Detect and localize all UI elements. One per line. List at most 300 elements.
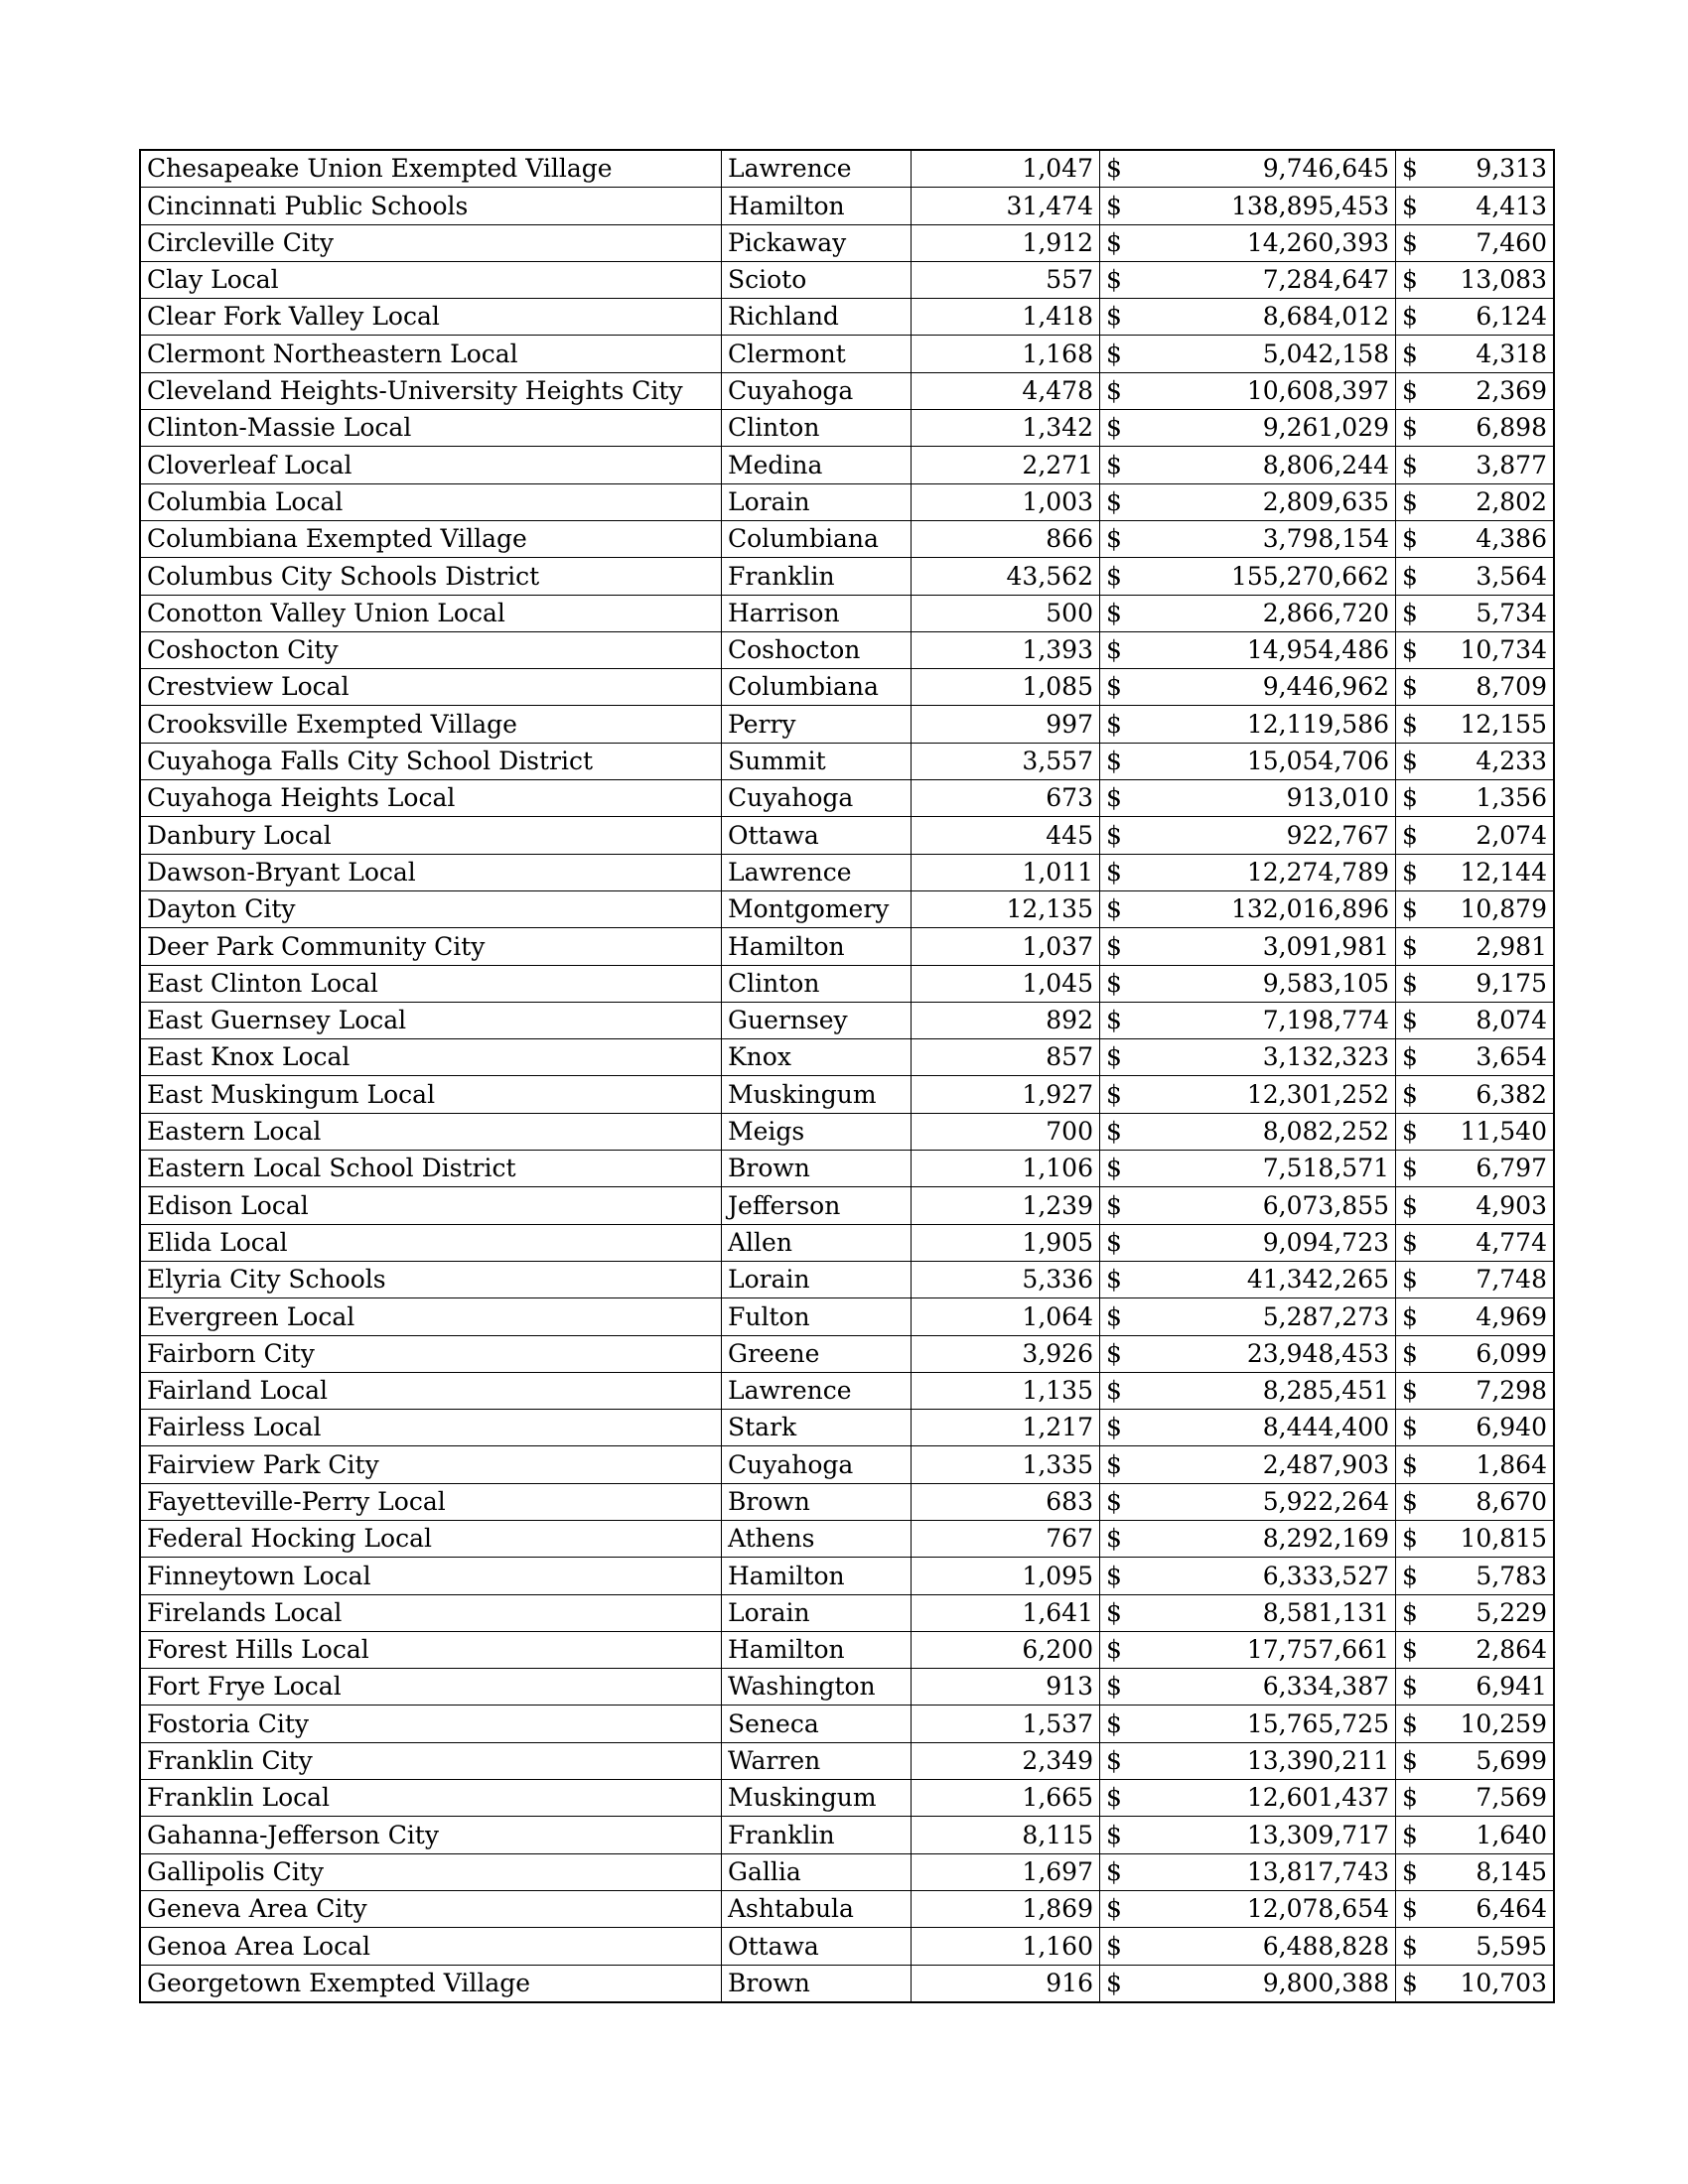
- district-funding-sheet: [139, 149, 1547, 2003]
- table-row: [140, 890, 1554, 927]
- district-name: Geneva Area City: [140, 1890, 722, 1927]
- enrollment-value: 1,342: [912, 410, 1100, 447]
- district-name: Edison Local: [140, 1187, 722, 1224]
- currency-symbol: $: [1396, 447, 1439, 483]
- per-pupil-amount: 10,815: [1438, 1520, 1554, 1557]
- enrollment-value: 43,562: [912, 558, 1100, 595]
- district-name: Circleville City: [140, 224, 722, 261]
- currency-symbol: $: [1100, 224, 1146, 261]
- currency-symbol: $: [1396, 1742, 1439, 1779]
- county: Brown: [722, 1965, 912, 2002]
- district-name: Dayton City: [140, 890, 722, 927]
- table-row: [140, 928, 1554, 965]
- district-name: Genoa Area Local: [140, 1928, 722, 1965]
- enrollment-value: 1,168: [912, 336, 1100, 372]
- funding-amount: 7,198,774: [1145, 1002, 1396, 1038]
- county: Fulton: [722, 1298, 912, 1335]
- enrollment-value: 997: [912, 706, 1100, 743]
- currency-symbol: $: [1396, 595, 1439, 631]
- district-name: Finneytown Local: [140, 1558, 722, 1594]
- funding-amount: 5,042,158: [1145, 336, 1396, 372]
- enrollment-value: 1,418: [912, 299, 1100, 336]
- currency-symbol: $: [1100, 631, 1146, 668]
- district-name: Danbury Local: [140, 817, 722, 854]
- table-row: [140, 631, 1554, 668]
- table-row: [140, 1039, 1554, 1076]
- enrollment-value: 683: [912, 1483, 1100, 1520]
- enrollment-value: 916: [912, 1965, 1100, 2002]
- currency-symbol: $: [1396, 1372, 1439, 1409]
- funding-amount: 8,581,131: [1145, 1594, 1396, 1631]
- table-row: [140, 1558, 1554, 1594]
- per-pupil-amount: 10,879: [1438, 890, 1554, 927]
- currency-symbol: $: [1396, 224, 1439, 261]
- currency-symbol: $: [1100, 1780, 1146, 1817]
- county: Montgomery: [722, 890, 912, 927]
- table-row: [140, 1520, 1554, 1557]
- per-pupil-amount: 6,797: [1438, 1151, 1554, 1187]
- per-pupil-amount: 2,981: [1438, 928, 1554, 965]
- per-pupil-amount: 3,877: [1438, 447, 1554, 483]
- enrollment-value: 6,200: [912, 1631, 1100, 1668]
- table-row: [140, 150, 1554, 188]
- funding-amount: 922,767: [1145, 817, 1396, 854]
- funding-amount: 9,261,029: [1145, 410, 1396, 447]
- district-name: Cuyahoga Falls City School District: [140, 743, 722, 779]
- funding-amount: 2,866,720: [1145, 595, 1396, 631]
- currency-symbol: $: [1100, 743, 1146, 779]
- district-name: Cincinnati Public Schools: [140, 188, 722, 224]
- district-name: Fort Frye Local: [140, 1669, 722, 1706]
- currency-symbol: $: [1396, 372, 1439, 409]
- table-row: [140, 780, 1554, 817]
- currency-symbol: $: [1100, 410, 1146, 447]
- enrollment-value: 3,926: [912, 1335, 1100, 1372]
- enrollment-value: 500: [912, 595, 1100, 631]
- currency-symbol: $: [1396, 1594, 1439, 1631]
- currency-symbol: $: [1100, 780, 1146, 817]
- table-row: [140, 1224, 1554, 1261]
- table-row: [140, 1261, 1554, 1297]
- table-row: [140, 1076, 1554, 1113]
- currency-symbol: $: [1100, 336, 1146, 372]
- district-name: Elyria City Schools: [140, 1261, 722, 1297]
- currency-symbol: $: [1396, 817, 1439, 854]
- district-name: Chesapeake Union Exempted Village: [140, 150, 722, 188]
- currency-symbol: $: [1100, 1410, 1146, 1446]
- funding-amount: 13,309,717: [1145, 1817, 1396, 1853]
- district-name: Georgetown Exempted Village: [140, 1965, 722, 2002]
- enrollment-value: 1,912: [912, 224, 1100, 261]
- per-pupil-amount: 4,233: [1438, 743, 1554, 779]
- per-pupil-amount: 1,356: [1438, 780, 1554, 817]
- funding-amount: 8,444,400: [1145, 1410, 1396, 1446]
- currency-symbol: $: [1100, 188, 1146, 224]
- currency-symbol: $: [1396, 1039, 1439, 1076]
- currency-symbol: $: [1396, 1151, 1439, 1187]
- district-name: Eastern Local School District: [140, 1151, 722, 1187]
- funding-amount: 2,809,635: [1145, 483, 1396, 520]
- per-pupil-amount: 12,144: [1438, 854, 1554, 890]
- per-pupil-amount: 4,969: [1438, 1298, 1554, 1335]
- currency-symbol: $: [1396, 1113, 1439, 1150]
- table-row: [140, 1965, 1554, 2002]
- table-row: [140, 743, 1554, 779]
- currency-symbol: $: [1100, 669, 1146, 706]
- table-row: [140, 817, 1554, 854]
- currency-symbol: $: [1100, 1483, 1146, 1520]
- table-row: [140, 372, 1554, 409]
- table-row: [140, 483, 1554, 520]
- per-pupil-amount: 8,145: [1438, 1853, 1554, 1890]
- per-pupil-amount: 4,774: [1438, 1224, 1554, 1261]
- currency-symbol: $: [1396, 928, 1439, 965]
- per-pupil-amount: 9,313: [1438, 150, 1554, 188]
- currency-symbol: $: [1100, 595, 1146, 631]
- county: Muskingum: [722, 1076, 912, 1113]
- district-name: Elida Local: [140, 1224, 722, 1261]
- currency-symbol: $: [1100, 1520, 1146, 1557]
- county: Knox: [722, 1039, 912, 1076]
- district-name: Forest Hills Local: [140, 1631, 722, 1668]
- funding-amount: 12,601,437: [1145, 1780, 1396, 1817]
- currency-symbol: $: [1396, 1261, 1439, 1297]
- district-name: Crooksville Exempted Village: [140, 706, 722, 743]
- funding-amount: 8,292,169: [1145, 1520, 1396, 1557]
- funding-amount: 15,054,706: [1145, 743, 1396, 779]
- per-pupil-amount: 7,298: [1438, 1372, 1554, 1409]
- funding-amount: 6,488,828: [1145, 1928, 1396, 1965]
- enrollment-value: 1,239: [912, 1187, 1100, 1224]
- per-pupil-amount: 5,699: [1438, 1742, 1554, 1779]
- enrollment-value: 1,003: [912, 483, 1100, 520]
- currency-symbol: $: [1100, 1706, 1146, 1742]
- currency-symbol: $: [1396, 150, 1439, 188]
- currency-symbol: $: [1396, 188, 1439, 224]
- district-name: Cleveland Heights-University Heights City: [140, 372, 722, 409]
- per-pupil-amount: 12,155: [1438, 706, 1554, 743]
- table-row: [140, 1410, 1554, 1446]
- per-pupil-amount: 4,318: [1438, 336, 1554, 372]
- county: Perry: [722, 706, 912, 743]
- funding-amount: 7,284,647: [1145, 261, 1396, 298]
- currency-symbol: $: [1396, 743, 1439, 779]
- currency-symbol: $: [1100, 150, 1146, 188]
- county: Stark: [722, 1410, 912, 1446]
- enrollment-value: 1,335: [912, 1446, 1100, 1483]
- district-name: Columbia Local: [140, 483, 722, 520]
- county: Gallia: [722, 1853, 912, 1890]
- enrollment-value: 1,037: [912, 928, 1100, 965]
- county: Greene: [722, 1335, 912, 1372]
- funding-amount: 8,806,244: [1145, 447, 1396, 483]
- table-row: [140, 1817, 1554, 1853]
- funding-amount: 12,274,789: [1145, 854, 1396, 890]
- per-pupil-amount: 5,595: [1438, 1928, 1554, 1965]
- district-name: East Knox Local: [140, 1039, 722, 1076]
- per-pupil-amount: 4,903: [1438, 1187, 1554, 1224]
- funding-amount: 14,260,393: [1145, 224, 1396, 261]
- county: Meigs: [722, 1113, 912, 1150]
- county: Richland: [722, 299, 912, 336]
- funding-amount: 3,132,323: [1145, 1039, 1396, 1076]
- currency-symbol: $: [1100, 1298, 1146, 1335]
- enrollment-value: 557: [912, 261, 1100, 298]
- currency-symbol: $: [1396, 1853, 1439, 1890]
- district-name: Conotton Valley Union Local: [140, 595, 722, 631]
- county: Medina: [722, 447, 912, 483]
- per-pupil-amount: 7,569: [1438, 1780, 1554, 1817]
- county: Allen: [722, 1224, 912, 1261]
- enrollment-value: 1,869: [912, 1890, 1100, 1927]
- currency-symbol: $: [1396, 1965, 1439, 2002]
- enrollment-value: 857: [912, 1039, 1100, 1076]
- enrollment-value: 866: [912, 520, 1100, 557]
- currency-symbol: $: [1396, 410, 1439, 447]
- enrollment-value: 12,135: [912, 890, 1100, 927]
- county: Lawrence: [722, 150, 912, 188]
- table-row: [140, 520, 1554, 557]
- district-name: Fairborn City: [140, 1335, 722, 1372]
- per-pupil-amount: 6,464: [1438, 1890, 1554, 1927]
- per-pupil-amount: 2,074: [1438, 817, 1554, 854]
- district-name: Firelands Local: [140, 1594, 722, 1631]
- currency-symbol: $: [1396, 631, 1439, 668]
- funding-amount: 3,091,981: [1145, 928, 1396, 965]
- district-name: Coshocton City: [140, 631, 722, 668]
- funding-amount: 12,119,586: [1145, 706, 1396, 743]
- district-name: Evergreen Local: [140, 1298, 722, 1335]
- table-row: [140, 1780, 1554, 1817]
- table-row: [140, 1594, 1554, 1631]
- currency-symbol: $: [1396, 1928, 1439, 1965]
- district-name: Columbus City Schools District: [140, 558, 722, 595]
- table-row: [140, 1187, 1554, 1224]
- funding-amount: 2,487,903: [1145, 1446, 1396, 1483]
- funding-amount: 7,518,571: [1145, 1151, 1396, 1187]
- funding-amount: 9,746,645: [1145, 150, 1396, 188]
- currency-symbol: $: [1396, 1483, 1439, 1520]
- currency-symbol: $: [1100, 890, 1146, 927]
- county: Clinton: [722, 965, 912, 1002]
- enrollment-value: 767: [912, 1520, 1100, 1557]
- table-row: [140, 706, 1554, 743]
- funding-amount: 155,270,662: [1145, 558, 1396, 595]
- district-name: Clear Fork Valley Local: [140, 299, 722, 336]
- funding-amount: 5,922,264: [1145, 1483, 1396, 1520]
- currency-symbol: $: [1396, 1410, 1439, 1446]
- funding-amount: 23,948,453: [1145, 1335, 1396, 1372]
- county: Ashtabula: [722, 1890, 912, 1927]
- county: Cuyahoga: [722, 1446, 912, 1483]
- enrollment-value: 1,011: [912, 854, 1100, 890]
- currency-symbol: $: [1396, 1002, 1439, 1038]
- funding-amount: 8,285,451: [1145, 1372, 1396, 1409]
- county: Lawrence: [722, 854, 912, 890]
- funding-amount: 12,301,252: [1145, 1076, 1396, 1113]
- currency-symbol: $: [1100, 1631, 1146, 1668]
- table-row: [140, 1706, 1554, 1742]
- district-name: Deer Park Community City: [140, 928, 722, 965]
- county: Lawrence: [722, 1372, 912, 1409]
- currency-symbol: $: [1100, 1669, 1146, 1706]
- enrollment-value: 2,349: [912, 1742, 1100, 1779]
- county: Summit: [722, 743, 912, 779]
- district-name: Fairless Local: [140, 1410, 722, 1446]
- per-pupil-amount: 8,074: [1438, 1002, 1554, 1038]
- currency-symbol: $: [1100, 1890, 1146, 1927]
- currency-symbol: $: [1396, 1224, 1439, 1261]
- currency-symbol: $: [1100, 965, 1146, 1002]
- funding-amount: 17,757,661: [1145, 1631, 1396, 1668]
- currency-symbol: $: [1396, 336, 1439, 372]
- county: Scioto: [722, 261, 912, 298]
- county: Guernsey: [722, 1002, 912, 1038]
- table-row: [140, 336, 1554, 372]
- per-pupil-amount: 3,564: [1438, 558, 1554, 595]
- enrollment-value: 1,641: [912, 1594, 1100, 1631]
- per-pupil-amount: 2,369: [1438, 372, 1554, 409]
- enrollment-value: 1,393: [912, 631, 1100, 668]
- district-name: East Guernsey Local: [140, 1002, 722, 1038]
- currency-symbol: $: [1396, 780, 1439, 817]
- county: Columbiana: [722, 669, 912, 706]
- enrollment-value: 2,271: [912, 447, 1100, 483]
- currency-symbol: $: [1100, 854, 1146, 890]
- table-row: [140, 188, 1554, 224]
- funding-amount: 3,798,154: [1145, 520, 1396, 557]
- table-row: [140, 1631, 1554, 1668]
- per-pupil-amount: 2,864: [1438, 1631, 1554, 1668]
- currency-symbol: $: [1100, 1335, 1146, 1372]
- district-name: Crestview Local: [140, 669, 722, 706]
- table-row: [140, 1335, 1554, 1372]
- county: Hamilton: [722, 928, 912, 965]
- per-pupil-amount: 1,864: [1438, 1446, 1554, 1483]
- district-name: Federal Hocking Local: [140, 1520, 722, 1557]
- currency-symbol: $: [1100, 1002, 1146, 1038]
- currency-symbol: $: [1396, 1446, 1439, 1483]
- table-row: [140, 1928, 1554, 1965]
- funding-amount: 14,954,486: [1145, 631, 1396, 668]
- currency-symbol: $: [1100, 1742, 1146, 1779]
- table-row: [140, 558, 1554, 595]
- district-name: Clay Local: [140, 261, 722, 298]
- table-row: [140, 965, 1554, 1002]
- per-pupil-amount: 6,941: [1438, 1669, 1554, 1706]
- table-row: [140, 1483, 1554, 1520]
- enrollment-value: 1,905: [912, 1224, 1100, 1261]
- enrollment-value: 1,160: [912, 1928, 1100, 1965]
- currency-symbol: $: [1100, 1039, 1146, 1076]
- county: Columbiana: [722, 520, 912, 557]
- funding-amount: 9,094,723: [1145, 1224, 1396, 1261]
- table-row: [140, 1151, 1554, 1187]
- enrollment-value: 892: [912, 1002, 1100, 1038]
- per-pupil-amount: 7,460: [1438, 224, 1554, 261]
- currency-symbol: $: [1100, 1224, 1146, 1261]
- currency-symbol: $: [1100, 1113, 1146, 1150]
- funding-amount: 8,684,012: [1145, 299, 1396, 336]
- county: Muskingum: [722, 1780, 912, 1817]
- currency-symbol: $: [1396, 1631, 1439, 1668]
- currency-symbol: $: [1100, 1446, 1146, 1483]
- currency-symbol: $: [1396, 669, 1439, 706]
- funding-amount: 12,078,654: [1145, 1890, 1396, 1927]
- county: Franklin: [722, 1817, 912, 1853]
- district-name: Fairview Park City: [140, 1446, 722, 1483]
- per-pupil-amount: 10,734: [1438, 631, 1554, 668]
- table-row: [140, 1372, 1554, 1409]
- currency-symbol: $: [1396, 558, 1439, 595]
- per-pupil-amount: 6,940: [1438, 1410, 1554, 1446]
- district-name: East Clinton Local: [140, 965, 722, 1002]
- county: Brown: [722, 1151, 912, 1187]
- county: Coshocton: [722, 631, 912, 668]
- table-row: [140, 410, 1554, 447]
- currency-symbol: $: [1100, 483, 1146, 520]
- currency-symbol: $: [1396, 1187, 1439, 1224]
- currency-symbol: $: [1396, 1076, 1439, 1113]
- enrollment-value: 1,045: [912, 965, 1100, 1002]
- table-row: [140, 1446, 1554, 1483]
- district-name: Dawson-Bryant Local: [140, 854, 722, 890]
- per-pupil-amount: 6,124: [1438, 299, 1554, 336]
- district-name: Gallipolis City: [140, 1853, 722, 1890]
- currency-symbol: $: [1100, 928, 1146, 965]
- currency-symbol: $: [1396, 965, 1439, 1002]
- county: Seneca: [722, 1706, 912, 1742]
- county: Jefferson: [722, 1187, 912, 1224]
- currency-symbol: $: [1100, 1928, 1146, 1965]
- funding-amount: 913,010: [1145, 780, 1396, 817]
- enrollment-value: 1,047: [912, 150, 1100, 188]
- per-pupil-amount: 9,175: [1438, 965, 1554, 1002]
- table-row: [140, 1669, 1554, 1706]
- table-row: [140, 1002, 1554, 1038]
- county: Washington: [722, 1669, 912, 1706]
- enrollment-value: 1,537: [912, 1706, 1100, 1742]
- currency-symbol: $: [1100, 1594, 1146, 1631]
- funding-amount: 9,446,962: [1145, 669, 1396, 706]
- per-pupil-amount: 5,783: [1438, 1558, 1554, 1594]
- currency-symbol: $: [1396, 520, 1439, 557]
- enrollment-value: 1,106: [912, 1151, 1100, 1187]
- currency-symbol: $: [1396, 1780, 1439, 1817]
- currency-symbol: $: [1396, 1890, 1439, 1927]
- enrollment-value: 673: [912, 780, 1100, 817]
- county: Clermont: [722, 336, 912, 372]
- funding-amount: 13,390,211: [1145, 1742, 1396, 1779]
- enrollment-value: 1,085: [912, 669, 1100, 706]
- currency-symbol: $: [1100, 299, 1146, 336]
- currency-symbol: $: [1100, 1965, 1146, 2002]
- per-pupil-amount: 6,382: [1438, 1076, 1554, 1113]
- currency-symbol: $: [1396, 299, 1439, 336]
- district-name: East Muskingum Local: [140, 1076, 722, 1113]
- county: Ottawa: [722, 1928, 912, 1965]
- enrollment-value: 1,135: [912, 1372, 1100, 1409]
- per-pupil-amount: 4,386: [1438, 520, 1554, 557]
- funding-amount: 6,333,527: [1145, 1558, 1396, 1594]
- enrollment-value: 1,217: [912, 1410, 1100, 1446]
- table-row: [140, 224, 1554, 261]
- funding-amount: 6,334,387: [1145, 1669, 1396, 1706]
- county: Lorain: [722, 1594, 912, 1631]
- enrollment-value: 1,064: [912, 1298, 1100, 1335]
- district-name: Eastern Local: [140, 1113, 722, 1150]
- table-row: [140, 1890, 1554, 1927]
